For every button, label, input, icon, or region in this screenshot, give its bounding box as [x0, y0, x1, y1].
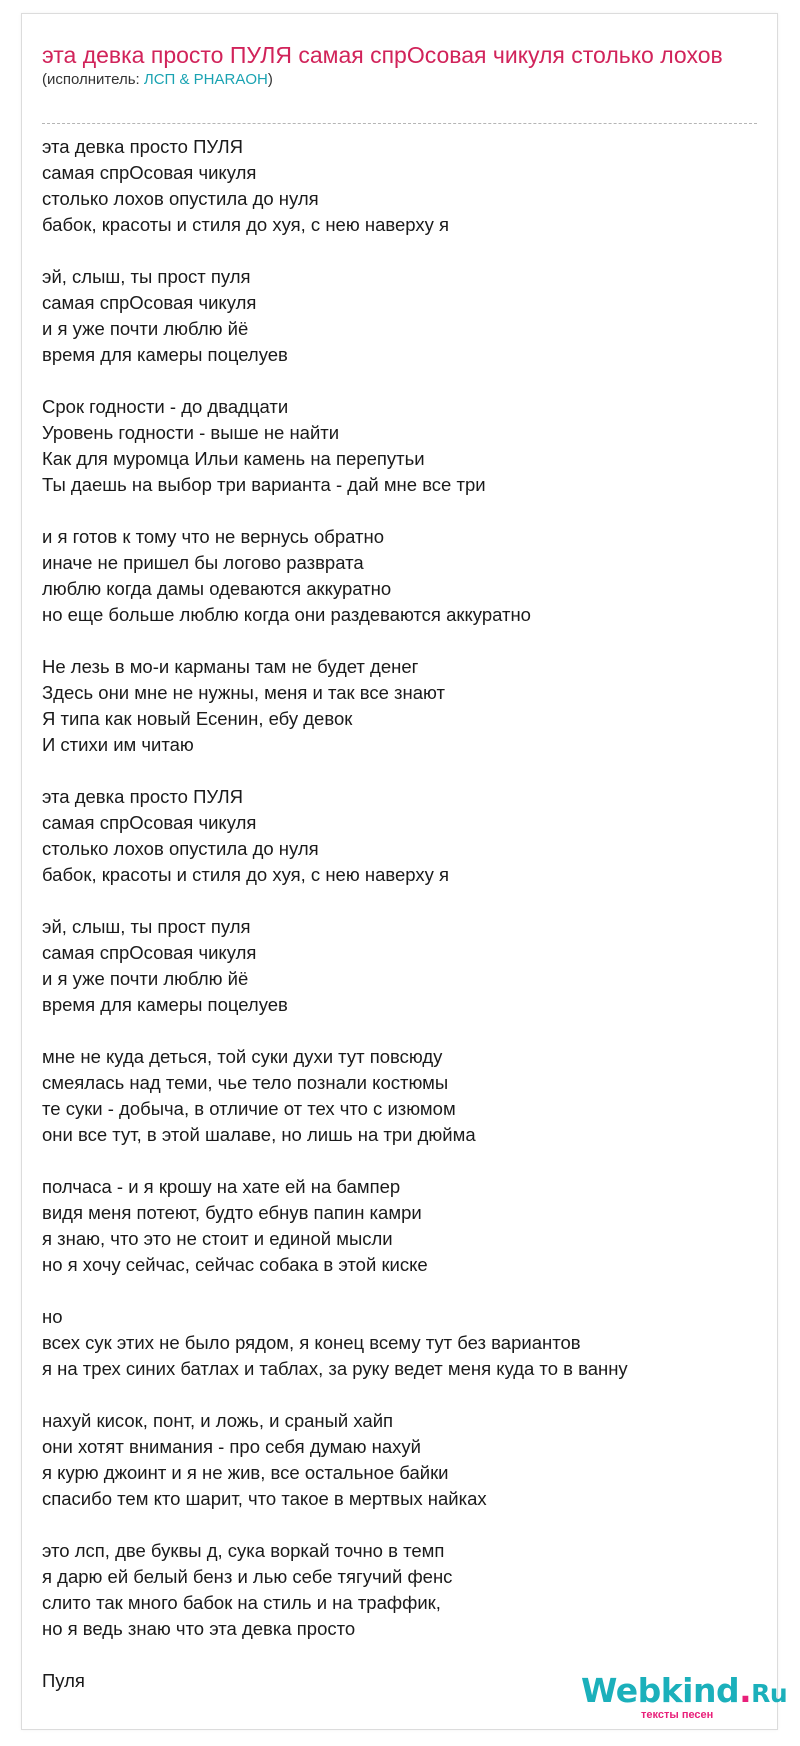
lyric-line: самая спрОсовая чикуля — [42, 292, 257, 313]
lyrics-stanza — [42, 394, 762, 498]
lyric-line: Ты даешь на выбор три варианта - дай мне все три — [42, 474, 486, 495]
lyric-line: и я уже почти люблю йё — [42, 318, 249, 339]
lyric-line: эй, слыш, ты прост пуля — [42, 916, 251, 937]
artist-prefix: (исполнитель: — [42, 71, 144, 88]
lyric-line: Уровень годности - выше не найти — [42, 422, 340, 443]
lyric-line: время для камеры поцелуев — [42, 344, 288, 365]
artist-line — [42, 71, 757, 89]
lyric-line: мне не куда деться, той суки духи тут повсюду — [42, 1046, 443, 1067]
logo-tld: Ru — [751, 1679, 788, 1708]
lyric-line: я курю джоинт и я не жив, все остальное байки — [42, 1462, 449, 1483]
lyric-line: Как для муромца Ильи камень на перепутьи — [42, 448, 425, 469]
lyric-line: бабок, красоты и стиля до хуя, с нею наверху я — [42, 214, 449, 235]
lyric-line: но — [42, 1306, 63, 1327]
lyrics-stanza — [42, 1174, 762, 1278]
lyric-line: люблю когда дамы одеваются аккуратно — [42, 578, 392, 599]
lyric-line: Не лезь в мо-и карманы там не будет денег — [42, 656, 419, 677]
lyric-line: они хотят внимания - про себя думаю нахуй — [42, 1436, 422, 1457]
lyric-line: но еще больше люблю когда они раздеваются аккуратно — [42, 604, 531, 625]
logo-tagline: тексты песен — [641, 1709, 714, 1721]
lyric-line: полчаса - и я крошу на хате ей на бампер — [42, 1176, 401, 1197]
lyric-line: И стихи им читаю — [42, 734, 194, 755]
artist-suffix: ) — [267, 71, 273, 88]
lyric-line: иначе не пришел бы логово разврата — [42, 552, 364, 573]
logo-main-text: Webkind — [581, 1671, 740, 1710]
lyric-line: Пуля — [42, 1670, 85, 1691]
artist-link[interactable]: ЛСП & PHARAOH — [143, 71, 268, 88]
lyric-line: это лсп, две буквы д, сука воркай точно в темп — [42, 1540, 445, 1561]
lyric-line: слито так много бабок на стиль и на траффик, — [42, 1592, 441, 1613]
lyric-line: я дарю ей белый бенз и лью себе тягучий фенс — [42, 1566, 453, 1587]
lyric-line: эта девка просто ПУЛЯ — [42, 136, 244, 157]
lyric-line: Здесь они мне не нужны, меня и так все знают — [42, 682, 445, 703]
lyrics-stanza — [42, 654, 762, 758]
logo-wordmark — [581, 1671, 787, 1710]
lyric-line: я на трех синих батлах и таблах, за руку ведет меня куда то в ванну — [42, 1358, 628, 1379]
lyric-line: самая спрОсовая чикуля — [42, 162, 257, 183]
lyric-line: смеялась над теми, чье тело познали костюмы — [42, 1072, 449, 1093]
lyrics-stanza — [42, 1408, 762, 1512]
lyric-line: эта девка просто ПУЛЯ — [42, 786, 244, 807]
song-title: эта девка просто ПУЛЯ самая спрОсовая чикуля столько лохов — [42, 42, 723, 68]
header-divider — [42, 123, 757, 124]
lyric-line: но я ведь знаю что эта девка просто — [42, 1618, 356, 1639]
lyric-line: но я хочу сейчас, сейчас собака в этой киске — [42, 1254, 428, 1275]
lyric-line: время для камеры поцелуев — [42, 994, 288, 1015]
lyric-line: те суки - добыча, в отличие от тех что с изюмом — [42, 1098, 456, 1119]
lyric-line: столько лохов опустила до нуля — [42, 838, 319, 859]
lyric-line: Я типа как новый Есенин, ебу девок — [42, 708, 353, 729]
lyric-line: спасибо тем кто шарит, что такое в мертвых найках — [42, 1488, 487, 1509]
lyrics-stanza — [42, 784, 762, 888]
lyrics-stanza — [42, 1304, 762, 1382]
lyric-line: они все тут, в этой шалаве, но лишь на три дюйма — [42, 1124, 476, 1145]
lyric-line: и я уже почти люблю йё — [42, 968, 249, 989]
lyrics-stanza — [42, 914, 762, 1018]
lyric-line: я знаю, что это не стоит и единой мысли — [42, 1228, 393, 1249]
lyric-line: самая спрОсовая чикуля — [42, 942, 257, 963]
lyrics-stanza — [42, 134, 762, 238]
lyrics-stanza — [42, 264, 762, 368]
lyric-line: всех сук этих не было рядом, я конец всему тут без вариантов — [42, 1332, 581, 1353]
logo-dot: . — [739, 1671, 752, 1710]
lyrics-stanza — [42, 524, 762, 628]
lyrics-stanza — [42, 1044, 762, 1148]
lyric-line: столько лохов опустила до нуля — [42, 188, 319, 209]
lyric-line: Срок годности - до двадцати — [42, 396, 289, 417]
lyric-line: самая спрОсовая чикуля — [42, 812, 257, 833]
lyric-line: видя меня потеют, будто ебнув папин камри — [42, 1202, 422, 1223]
song-header — [42, 40, 757, 89]
lyrics-stanza — [42, 1538, 762, 1642]
lyric-line: бабок, красоты и стиля до хуя, с нею наверху я — [42, 864, 449, 885]
lyric-line: нахуй кисок, понт, и ложь, и сраный хайп — [42, 1410, 394, 1431]
lyric-line: эй, слыш, ты прост пуля — [42, 266, 251, 287]
webkind-logo[interactable] — [581, 1671, 788, 1729]
lyric-line: и я готов к тому что не вернусь обратно — [42, 526, 384, 547]
lyrics-body — [42, 134, 762, 1720]
